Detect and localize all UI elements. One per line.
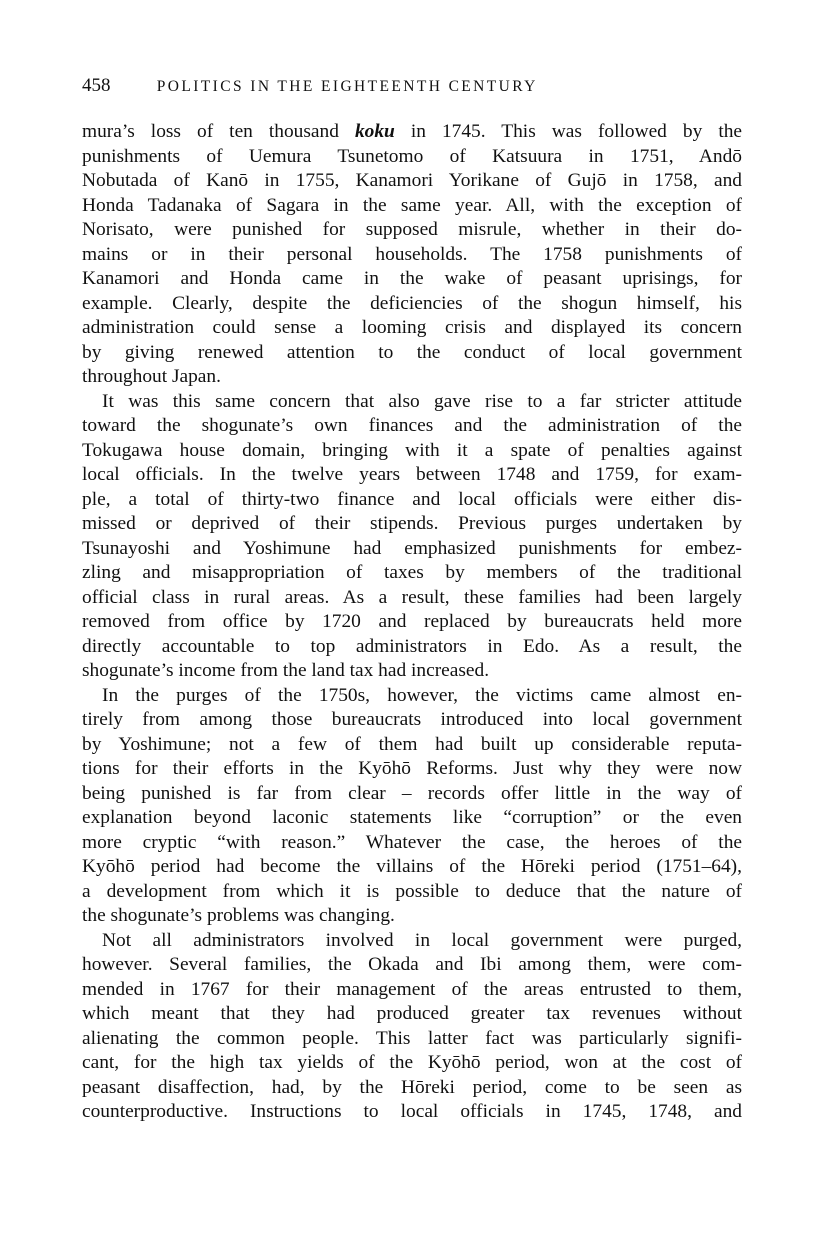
text-line: Nobutada of Kanō in 1755, Kanamori Yorikane of Gujō in 1758, and xyxy=(82,170,742,191)
text-line: which meant that they had produced greater tax revenues without xyxy=(82,1003,742,1024)
text-line: directly accountable to top administrators in Edo. As a result, the xyxy=(82,635,742,657)
text-line: In the purges of the 1750s, however, the victims came almost en- xyxy=(102,684,742,706)
text-line xyxy=(82,120,742,145)
text-run: mura’s loss of ten thousand xyxy=(82,121,355,142)
text-line: example. Clearly, despite the deficiencies of the shogun himself, his xyxy=(82,292,742,314)
text-line: zling and misappropriation of taxes by members of the traditional xyxy=(82,562,742,583)
text-line: Kyōhō period had become the villains of the Hōreki period (1751–64), xyxy=(82,856,742,877)
text-line: a development from which it is possible to deduce that the nature of xyxy=(82,880,742,902)
text-line: being punished is far from clear – records offer little in the way of xyxy=(82,782,742,804)
text-line: administration could sense a looming crisis and displayed its concern xyxy=(82,317,742,338)
text-line: mains or in their personal households. The 1758 punishments of xyxy=(82,243,742,265)
text-run: in 1745. This was followed by the xyxy=(394,121,743,142)
text-line: throughout Japan. xyxy=(82,366,221,387)
running-title: POLITICS IN THE EIGHTEENTH CENTURY xyxy=(156,78,538,95)
text-line: by Yoshimune; not a few of them had built up considerable reputa- xyxy=(82,733,742,755)
text-line: more cryptic “with reason.” Whatever the case, the heroes of the xyxy=(82,831,742,853)
paragraph xyxy=(82,929,742,1125)
text-line: however. Several families, the Okada and Ibi among them, were com- xyxy=(82,954,742,975)
text-line: peasant disaffection, had, by the Hōreki period, come to be seen as xyxy=(82,1076,742,1098)
text-line: Honda Tadanaka of Sagara in the same year. All, with the exception of xyxy=(82,194,742,216)
text-line: local officials. In the twelve years between 1748 and 1759, for exam- xyxy=(82,464,742,485)
text-line: missed or deprived of their stipends. Previous purges undertaken by xyxy=(82,513,742,534)
text-line: official class in rural areas. As a result, these families had been largely xyxy=(82,586,742,608)
text-line: Norisato, were punished for supposed misrule, whether in their do- xyxy=(82,219,742,240)
text-line: cant, for the high tax yields of the Kyōhō period, won at the cost of xyxy=(82,1052,742,1073)
text-line: It was this same concern that also gave rise to a far stricter attitude xyxy=(102,390,742,412)
text-line: by giving renewed attention to the conduct of local government xyxy=(82,341,742,363)
text-line: punishments of Uemura Tsunetomo of Katsuura in 1751, Andō xyxy=(82,145,742,167)
emphasized-term: koku xyxy=(354,121,395,142)
text-line: tions for their efforts in the Kyōhō Reforms. Just why they were now xyxy=(82,758,742,779)
text-line: explanation beyond laconic statements like “corruption” or the even xyxy=(82,807,742,828)
text-line: removed from office by 1720 and replaced by bureaucrats held more xyxy=(82,611,742,632)
body-text xyxy=(82,120,742,1125)
text-line: ple, a total of thirty-two finance and local officials were either dis- xyxy=(82,488,742,510)
page-number: 458 xyxy=(82,75,111,96)
text-line: mended in 1767 for their management of the areas entrusted to them, xyxy=(82,978,742,1000)
text-line: Kanamori and Honda came in the wake of peasant uprisings, for xyxy=(82,268,742,289)
text-line: toward the shogunate’s own finances and the administration of the xyxy=(82,415,742,436)
text-line: alienating the common people. This latter fact was particularly signifi- xyxy=(82,1027,742,1049)
text-line: Not all administrators involved in local government were purged, xyxy=(102,929,742,951)
text-line: shogunate’s income from the land tax had increased. xyxy=(82,660,490,681)
text-line: Tsunayoshi and Yoshimune had emphasized punishments for embez- xyxy=(82,537,742,559)
text-line: the shogunate’s problems was changing. xyxy=(82,905,395,926)
paragraph xyxy=(82,390,742,684)
running-head xyxy=(82,72,742,100)
text-line: tirely from among those bureaucrats introduced into local government xyxy=(82,709,742,730)
paragraph xyxy=(82,120,742,390)
paragraph xyxy=(82,684,742,929)
text-line: counterproductive. Instructions to local officials in 1745, 1748, and xyxy=(82,1101,742,1122)
text-line: Tokugawa house domain, bringing with it a spate of penalties against xyxy=(82,439,742,461)
